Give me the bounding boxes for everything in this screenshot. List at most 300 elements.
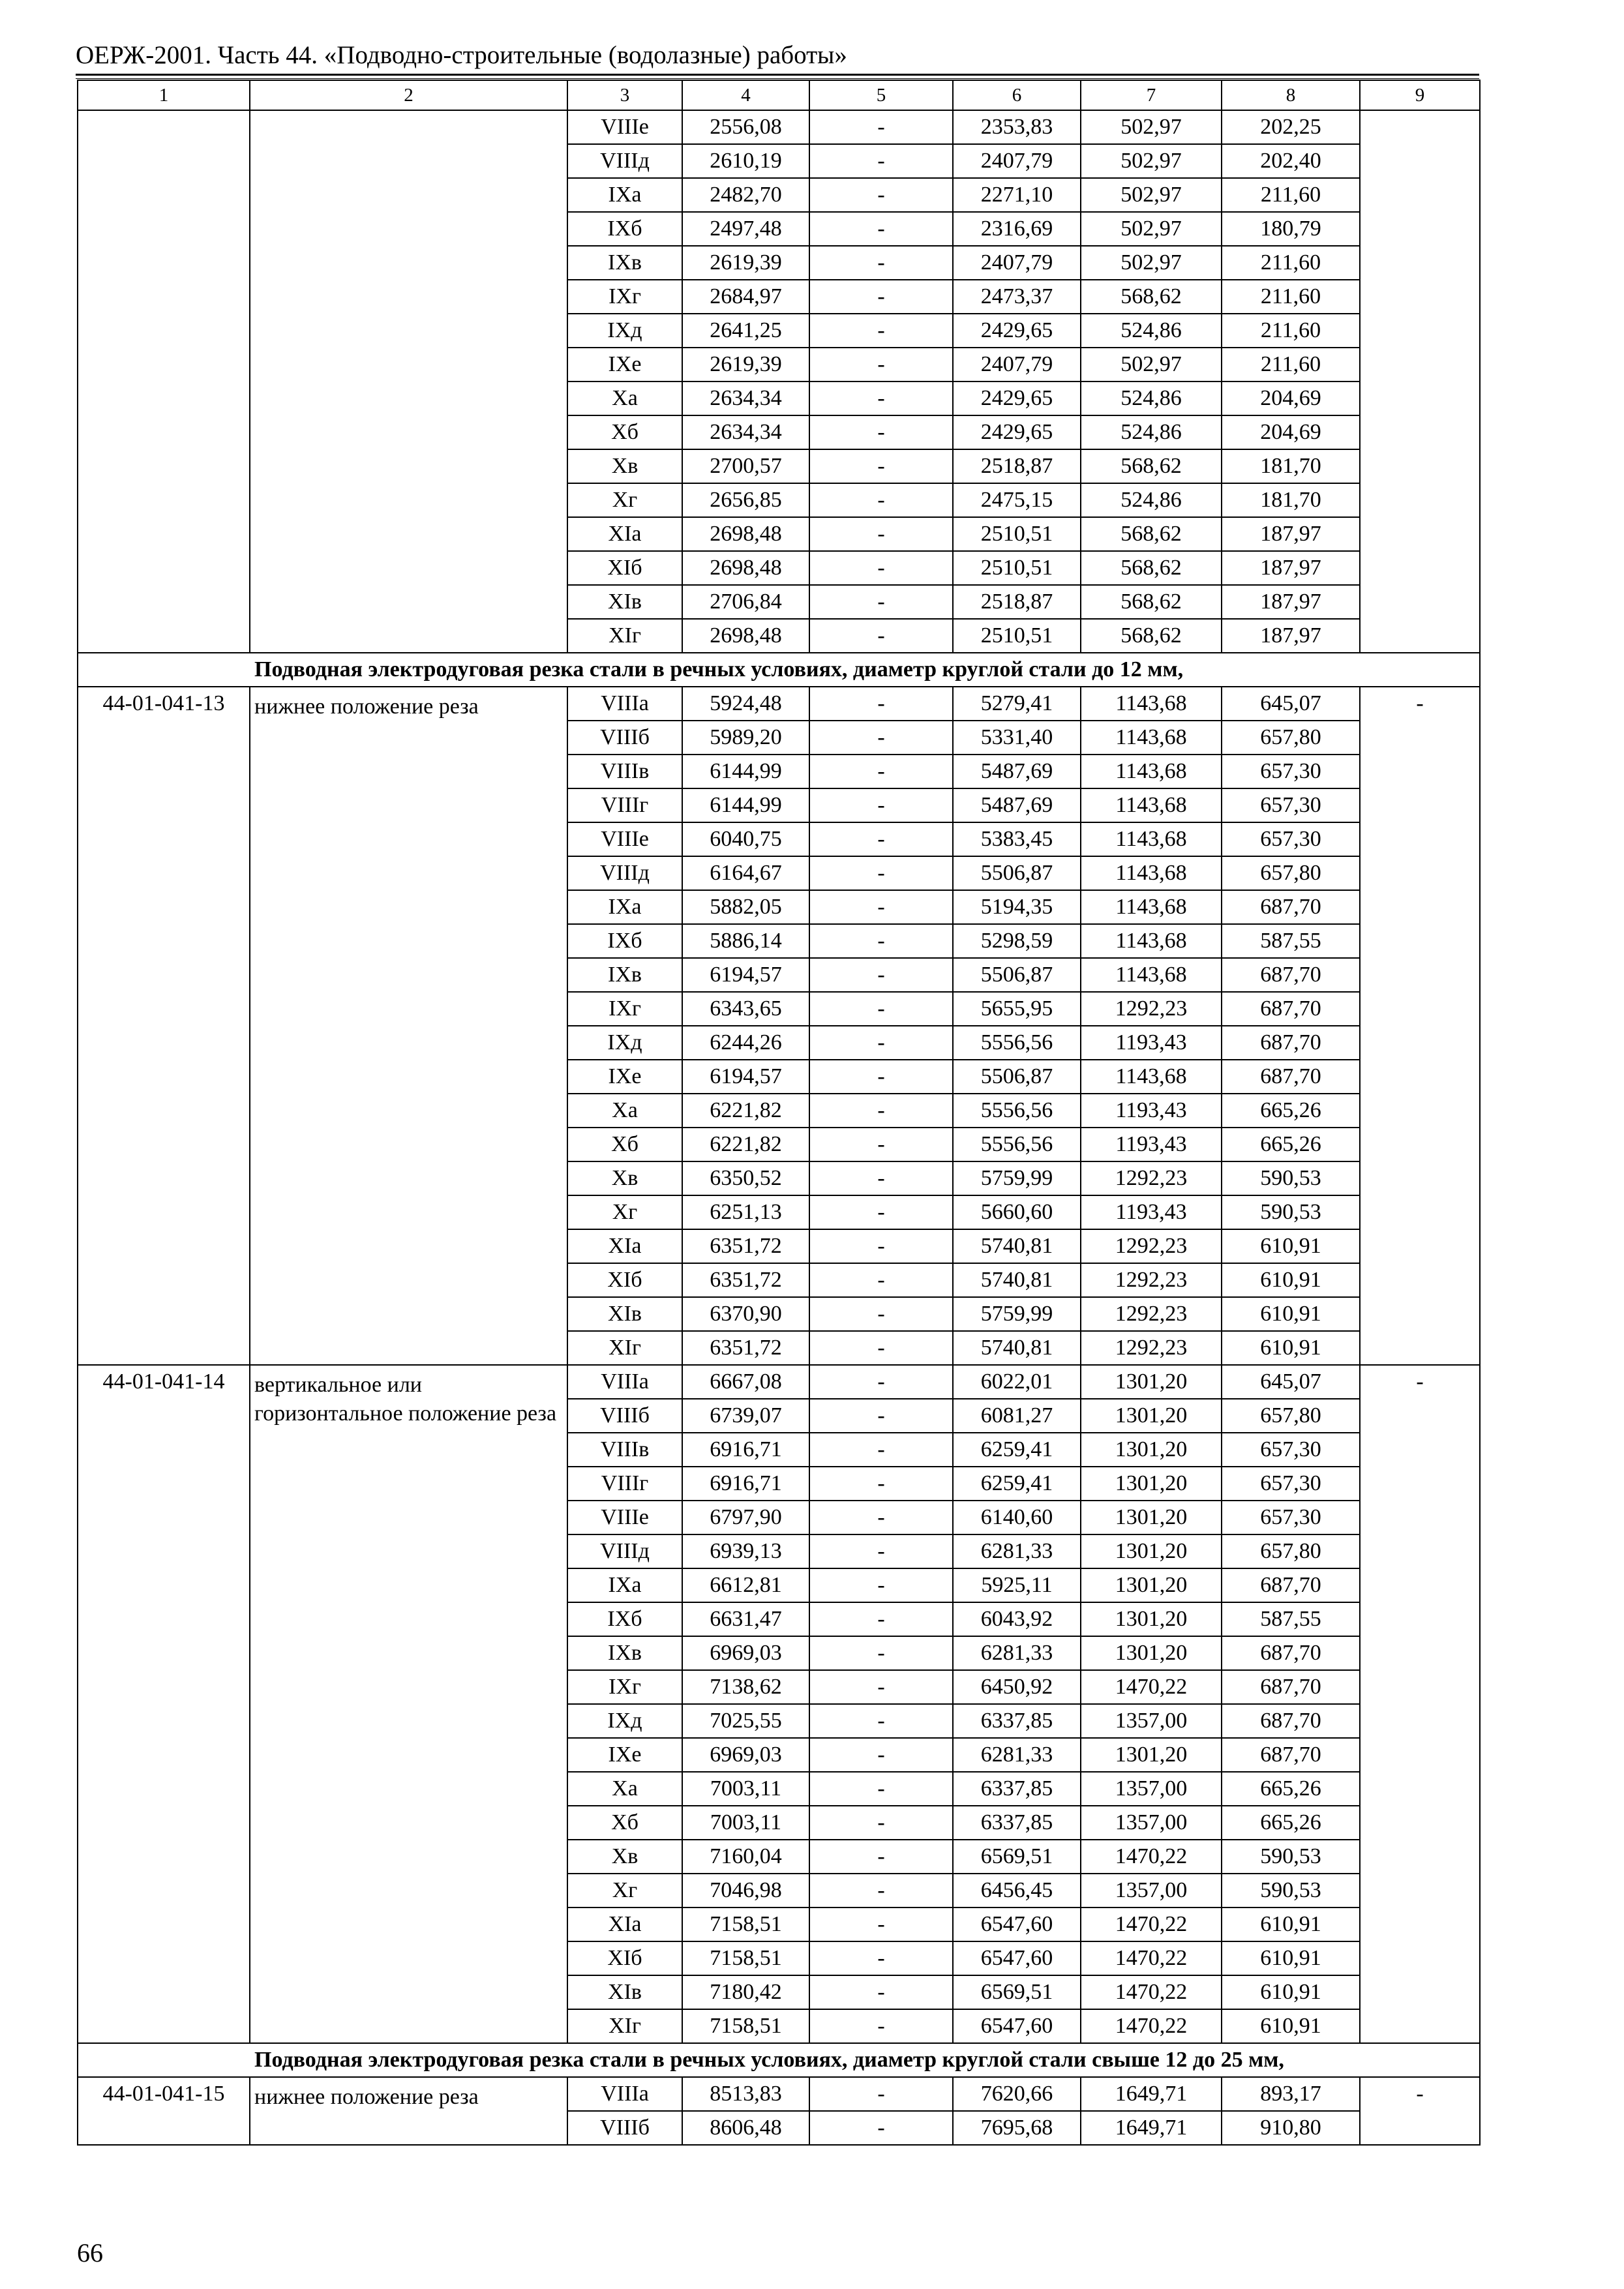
machine-operation: 5925,11 (953, 1568, 1081, 1602)
operator-wages: 1301,20 (1081, 1433, 1222, 1467)
machine-operation: 2316,69 (953, 212, 1081, 246)
direct-costs: 2698,48 (682, 619, 809, 653)
materials: 687,70 (1222, 958, 1360, 992)
materials: 211,60 (1222, 348, 1360, 382)
materials: 590,53 (1222, 1161, 1360, 1195)
wages: - (809, 2111, 953, 2145)
wages: - (809, 687, 953, 721)
wages: - (809, 1365, 953, 1399)
direct-costs: 2619,39 (682, 246, 809, 280)
wages: - (809, 1534, 953, 1568)
materials: 893,17 (1222, 2077, 1360, 2111)
direct-costs: 8513,83 (682, 2077, 809, 2111)
wages: - (809, 1704, 953, 1738)
operator-wages: 1143,68 (1081, 856, 1222, 890)
direct-costs: 5882,05 (682, 890, 809, 924)
zone-category: IXв (567, 958, 682, 992)
zone-category: Xг (567, 1195, 682, 1229)
header-rule-thin (76, 78, 1479, 79)
rates-table-body (78, 80, 1480, 2145)
direct-costs: 5886,14 (682, 924, 809, 958)
zone-category: VIIIг (567, 788, 682, 822)
machine-operation: 5660,60 (953, 1195, 1081, 1229)
operator-wages: 1143,68 (1081, 788, 1222, 822)
operator-wages: 1649,71 (1081, 2111, 1222, 2145)
column-number-row (78, 80, 1480, 110)
wages: - (809, 1975, 953, 2009)
materials: 610,91 (1222, 1908, 1360, 1941)
wages: - (809, 1128, 953, 1161)
operator-wages: 502,97 (1081, 348, 1222, 382)
operator-wages: 1301,20 (1081, 1399, 1222, 1433)
zone-category: XIг (567, 1331, 682, 1365)
zone-category: Xв (567, 1161, 682, 1195)
wages: - (809, 1501, 953, 1534)
machine-operation: 2429,65 (953, 314, 1081, 348)
direct-costs: 2619,39 (682, 348, 809, 382)
zone-category: IXв (567, 246, 682, 280)
table-row (78, 2077, 1480, 2111)
column-number: 2 (250, 80, 567, 110)
operator-wages: 1470,22 (1081, 1908, 1222, 1941)
operator-wages: 1143,68 (1081, 687, 1222, 721)
operator-wages: 1357,00 (1081, 1874, 1222, 1908)
direct-costs: 6969,03 (682, 1738, 809, 1772)
zone-category: VIIIе (567, 822, 682, 856)
section-heading: Подводная электродуговая резка стали в речных условиях, диаметр круглой стали до 12 мм, (78, 653, 1480, 687)
machine-operation: 7695,68 (953, 2111, 1081, 2145)
machine-operation: 2407,79 (953, 246, 1081, 280)
direct-costs: 7138,62 (682, 1670, 809, 1704)
operator-wages: 1357,00 (1081, 1806, 1222, 1840)
machine-operation: 6337,85 (953, 1704, 1081, 1738)
wages: - (809, 110, 953, 144)
direct-costs: 6194,57 (682, 1060, 809, 1094)
direct-costs: 7180,42 (682, 1975, 809, 2009)
zone-category: IXа (567, 890, 682, 924)
zone-category: XIа (567, 1908, 682, 1941)
machine-operation: 5298,59 (953, 924, 1081, 958)
wages: - (809, 958, 953, 992)
column-number: 3 (567, 80, 682, 110)
direct-costs: 2684,97 (682, 280, 809, 314)
wages: - (809, 1433, 953, 1467)
zone-category: XIв (567, 1975, 682, 2009)
materials: 687,70 (1222, 992, 1360, 1026)
work-description (250, 110, 567, 653)
zone-category: IXа (567, 1568, 682, 1602)
column-number: 6 (953, 80, 1081, 110)
table-row (78, 110, 1480, 144)
wages: - (809, 1806, 953, 1840)
zone-category: VIIIе (567, 110, 682, 144)
direct-costs: 7046,98 (682, 1874, 809, 1908)
machine-operation: 6547,60 (953, 1908, 1081, 1941)
work-description: вертикальное или горизонтальное положение реза (250, 1365, 567, 2043)
operator-wages: 1143,68 (1081, 755, 1222, 788)
materials: 657,80 (1222, 1534, 1360, 1568)
direct-costs: 7003,11 (682, 1806, 809, 1840)
operator-wages: 1301,20 (1081, 1534, 1222, 1568)
direct-costs: 6797,90 (682, 1501, 809, 1534)
machine-operation: 2510,51 (953, 517, 1081, 551)
wages: - (809, 1467, 953, 1501)
materials: 657,30 (1222, 788, 1360, 822)
machine-operation: 5556,56 (953, 1128, 1081, 1161)
machine-operation: 2510,51 (953, 619, 1081, 653)
table-row (78, 1365, 1480, 1399)
operator-wages: 1292,23 (1081, 1161, 1222, 1195)
direct-costs: 6251,13 (682, 1195, 809, 1229)
direct-costs: 2698,48 (682, 517, 809, 551)
zone-category: IXд (567, 1026, 682, 1060)
direct-costs: 2497,48 (682, 212, 809, 246)
direct-costs: 6144,99 (682, 755, 809, 788)
operator-wages: 568,62 (1081, 517, 1222, 551)
direct-costs: 6343,65 (682, 992, 809, 1026)
zone-category: VIIIд (567, 856, 682, 890)
machine-operation: 5740,81 (953, 1331, 1081, 1365)
wages: - (809, 246, 953, 280)
zone-category: IXе (567, 348, 682, 382)
direct-costs: 6351,72 (682, 1229, 809, 1263)
materials: 610,91 (1222, 1975, 1360, 2009)
materials: 657,80 (1222, 1399, 1360, 1433)
zone-category: XIа (567, 517, 682, 551)
materials: 657,30 (1222, 1501, 1360, 1534)
machine-operation: 6281,33 (953, 1636, 1081, 1670)
operator-wages: 524,86 (1081, 382, 1222, 415)
machine-operation: 2407,79 (953, 144, 1081, 178)
machine-operation: 2518,87 (953, 585, 1081, 619)
zone-category: VIIIб (567, 721, 682, 755)
zone-category: Xа (567, 382, 682, 415)
operator-wages: 1301,20 (1081, 1738, 1222, 1772)
page-header: ОЕРЖ-2001. Часть 44. «Подводно-строительные (водолазные) работы» (76, 41, 847, 69)
materials: 910,80 (1222, 2111, 1360, 2145)
materials: 665,26 (1222, 1772, 1360, 1806)
operator-wages: 1143,68 (1081, 890, 1222, 924)
wages: - (809, 483, 953, 517)
materials: 187,97 (1222, 517, 1360, 551)
materials: 211,60 (1222, 246, 1360, 280)
zone-category: VIIIг (567, 1467, 682, 1501)
wages: - (809, 822, 953, 856)
zone-category: VIIIв (567, 755, 682, 788)
materials: 610,91 (1222, 1263, 1360, 1297)
machine-operation: 6547,60 (953, 1941, 1081, 1975)
direct-costs: 6916,71 (682, 1467, 809, 1501)
machine-operation: 5506,87 (953, 958, 1081, 992)
machine-operation: 6259,41 (953, 1433, 1081, 1467)
wages: - (809, 449, 953, 483)
operator-wages: 1193,43 (1081, 1128, 1222, 1161)
machine-operation: 5740,81 (953, 1229, 1081, 1263)
machine-operation: 6022,01 (953, 1365, 1081, 1399)
direct-costs: 6221,82 (682, 1128, 809, 1161)
machine-operation: 5506,87 (953, 1060, 1081, 1094)
operator-wages: 1143,68 (1081, 958, 1222, 992)
machine-operation: 2518,87 (953, 449, 1081, 483)
section-heading: Подводная электродуговая резка стали в речных условиях, диаметр круглой стали свыше 12 до 25 мм, (78, 2043, 1480, 2077)
rate-code: 44-01-041-14 (78, 1365, 250, 2043)
wages: - (809, 1670, 953, 1704)
zone-category: XIб (567, 1263, 682, 1297)
zone-category: VIIIд (567, 144, 682, 178)
direct-costs: 6739,07 (682, 1399, 809, 1433)
direct-costs: 6612,81 (682, 1568, 809, 1602)
materials: 590,53 (1222, 1840, 1360, 1874)
operator-wages: 1301,20 (1081, 1636, 1222, 1670)
machine-operation: 5487,69 (953, 788, 1081, 822)
machine-operation: 2473,37 (953, 280, 1081, 314)
wages: - (809, 585, 953, 619)
materials: 202,25 (1222, 110, 1360, 144)
wages: - (809, 619, 953, 653)
materials: 181,70 (1222, 449, 1360, 483)
materials: 687,70 (1222, 1738, 1360, 1772)
wages: - (809, 1840, 953, 1874)
wages: - (809, 1874, 953, 1908)
zone-category: IXа (567, 178, 682, 212)
machine-operation: 5740,81 (953, 1263, 1081, 1297)
wages: - (809, 1229, 953, 1263)
zone-category: IXд (567, 1704, 682, 1738)
machine-operation: 6337,85 (953, 1772, 1081, 1806)
machine-operation: 5556,56 (953, 1026, 1081, 1060)
materials: 657,30 (1222, 755, 1360, 788)
materials: 657,80 (1222, 856, 1360, 890)
zone-category: IXв (567, 1636, 682, 1670)
direct-costs: 6350,52 (682, 1161, 809, 1195)
materials: 610,91 (1222, 2009, 1360, 2043)
rate-code: 44-01-041-15 (78, 2077, 250, 2145)
column-number: 7 (1081, 80, 1222, 110)
materials: 590,53 (1222, 1195, 1360, 1229)
wages: - (809, 178, 953, 212)
operator-wages: 1470,22 (1081, 1941, 1222, 1975)
wages: - (809, 788, 953, 822)
header-rule (76, 74, 1479, 76)
materials: 645,07 (1222, 1365, 1360, 1399)
machine-operation: 2510,51 (953, 551, 1081, 585)
operator-wages: 1292,23 (1081, 1229, 1222, 1263)
materials: 590,53 (1222, 1874, 1360, 1908)
zone-category: VIIIб (567, 1399, 682, 1433)
direct-costs: 2706,84 (682, 585, 809, 619)
operator-wages: 1193,43 (1081, 1026, 1222, 1060)
materials: 687,70 (1222, 1670, 1360, 1704)
wages: - (809, 1026, 953, 1060)
zone-category: VIIIа (567, 1365, 682, 1399)
direct-costs: 7158,51 (682, 1941, 809, 1975)
operator-wages: 1357,00 (1081, 1772, 1222, 1806)
wages: - (809, 1297, 953, 1331)
machine-operation: 5759,99 (953, 1161, 1081, 1195)
machine-operation: 5759,99 (953, 1297, 1081, 1331)
wages: - (809, 1195, 953, 1229)
wages: - (809, 144, 953, 178)
wages: - (809, 2009, 953, 2043)
zone-category: IXд (567, 314, 682, 348)
direct-costs: 5989,20 (682, 721, 809, 755)
materials: 187,97 (1222, 619, 1360, 653)
zone-category: Xв (567, 1840, 682, 1874)
materials: 180,79 (1222, 212, 1360, 246)
machine-operation: 5279,41 (953, 687, 1081, 721)
operator-wages: 1292,23 (1081, 1331, 1222, 1365)
wages: - (809, 1263, 953, 1297)
machine-operation: 6569,51 (953, 1840, 1081, 1874)
column-number: 1 (78, 80, 250, 110)
direct-costs: 6040,75 (682, 822, 809, 856)
materials: 187,97 (1222, 585, 1360, 619)
wages: - (809, 280, 953, 314)
materials: 587,55 (1222, 1602, 1360, 1636)
materials: 587,55 (1222, 924, 1360, 958)
zone-category: XIг (567, 619, 682, 653)
machine-operation: 6140,60 (953, 1501, 1081, 1534)
direct-costs: 2656,85 (682, 483, 809, 517)
machine-operation: 5331,40 (953, 721, 1081, 755)
direct-costs: 6351,72 (682, 1263, 809, 1297)
operator-wages: 568,62 (1081, 619, 1222, 653)
operator-wages: 502,97 (1081, 246, 1222, 280)
operator-wages: 502,97 (1081, 144, 1222, 178)
direct-costs: 6351,72 (682, 1331, 809, 1365)
column-number: 9 (1360, 80, 1480, 110)
wages: - (809, 856, 953, 890)
zone-category: IXг (567, 1670, 682, 1704)
machine-operation: 6456,45 (953, 1874, 1081, 1908)
zone-category: VIIIа (567, 687, 682, 721)
machine-operation: 2353,83 (953, 110, 1081, 144)
direct-costs: 6244,26 (682, 1026, 809, 1060)
operator-wages: 502,97 (1081, 212, 1222, 246)
zone-category: Xб (567, 1128, 682, 1161)
direct-costs: 6667,08 (682, 1365, 809, 1399)
zone-category: XIг (567, 2009, 682, 2043)
wages: - (809, 1568, 953, 1602)
zone-category: XIв (567, 1297, 682, 1331)
direct-costs: 6194,57 (682, 958, 809, 992)
wages: - (809, 551, 953, 585)
direct-costs: 2610,19 (682, 144, 809, 178)
zone-category: IXг (567, 280, 682, 314)
table-row (78, 687, 1480, 721)
machine-operation: 2475,15 (953, 483, 1081, 517)
materials: 181,70 (1222, 483, 1360, 517)
direct-costs: 2634,34 (682, 382, 809, 415)
direct-costs: 2698,48 (682, 551, 809, 585)
direct-costs: 2641,25 (682, 314, 809, 348)
zone-category: IXб (567, 1602, 682, 1636)
direct-costs: 6939,13 (682, 1534, 809, 1568)
rates-table (77, 80, 1481, 2146)
wages: - (809, 1161, 953, 1195)
wages: - (809, 348, 953, 382)
rate-code: 44-01-041-13 (78, 687, 250, 1365)
wages: - (809, 1331, 953, 1365)
machine-operation: 2429,65 (953, 382, 1081, 415)
wages: - (809, 1399, 953, 1433)
direct-costs: 6221,82 (682, 1094, 809, 1128)
direct-costs: 6916,71 (682, 1433, 809, 1467)
operator-wages: 1470,22 (1081, 2009, 1222, 2043)
operator-wages: 1301,20 (1081, 1501, 1222, 1534)
wages: - (809, 1602, 953, 1636)
direct-costs: 6370,90 (682, 1297, 809, 1331)
machine-operation: 5655,95 (953, 992, 1081, 1026)
machine-operation: 5506,87 (953, 856, 1081, 890)
materials: 657,30 (1222, 822, 1360, 856)
materials: 211,60 (1222, 314, 1360, 348)
column-number: 4 (682, 80, 809, 110)
zone-category: VIIIа (567, 2077, 682, 2111)
operator-wages: 1143,68 (1081, 1060, 1222, 1094)
operator-wages: 1193,43 (1081, 1195, 1222, 1229)
wages: - (809, 1908, 953, 1941)
zone-category: IXг (567, 992, 682, 1026)
materials: 645,07 (1222, 687, 1360, 721)
direct-costs: 8606,48 (682, 2111, 809, 2145)
zone-category: VIIIб (567, 2111, 682, 2145)
wages: - (809, 1738, 953, 1772)
zone-category: XIб (567, 551, 682, 585)
operator-wages: 502,97 (1081, 110, 1222, 144)
zone-category: XIб (567, 1941, 682, 1975)
materials: 610,91 (1222, 1297, 1360, 1331)
operator-wages: 1292,23 (1081, 992, 1222, 1026)
wages: - (809, 314, 953, 348)
materials: 665,26 (1222, 1128, 1360, 1161)
materials: 687,70 (1222, 1704, 1360, 1738)
direct-costs: 7158,51 (682, 1908, 809, 1941)
zone-category: XIа (567, 1229, 682, 1263)
operator-wages: 1193,43 (1081, 1094, 1222, 1128)
note-cell: - (1360, 1365, 1480, 2043)
zone-category: IXе (567, 1738, 682, 1772)
zone-category: VIIIв (567, 1433, 682, 1467)
operator-wages: 568,62 (1081, 585, 1222, 619)
materials: 687,70 (1222, 1636, 1360, 1670)
direct-costs: 7158,51 (682, 2009, 809, 2043)
wages: - (809, 1094, 953, 1128)
wages: - (809, 415, 953, 449)
wages: - (809, 721, 953, 755)
operator-wages: 1357,00 (1081, 1704, 1222, 1738)
operator-wages: 1143,68 (1081, 721, 1222, 755)
materials: 665,26 (1222, 1094, 1360, 1128)
materials: 657,80 (1222, 721, 1360, 755)
operator-wages: 1301,20 (1081, 1602, 1222, 1636)
operator-wages: 524,86 (1081, 415, 1222, 449)
zone-category: Xв (567, 449, 682, 483)
wages: - (809, 382, 953, 415)
direct-costs: 2700,57 (682, 449, 809, 483)
materials: 610,91 (1222, 1331, 1360, 1365)
operator-wages: 1143,68 (1081, 924, 1222, 958)
materials: 610,91 (1222, 1941, 1360, 1975)
direct-costs: 7025,55 (682, 1704, 809, 1738)
zone-category: Xа (567, 1772, 682, 1806)
zone-category: VIIIд (567, 1534, 682, 1568)
materials: 211,60 (1222, 178, 1360, 212)
wages: - (809, 212, 953, 246)
machine-operation: 6081,27 (953, 1399, 1081, 1433)
direct-costs: 2482,70 (682, 178, 809, 212)
rates-table-container (77, 80, 1481, 2146)
